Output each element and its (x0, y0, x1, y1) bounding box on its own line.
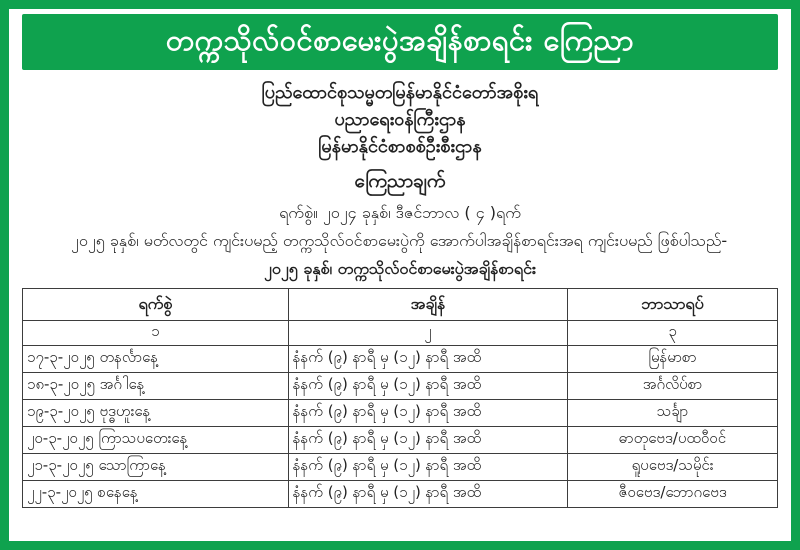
subject-cell: မြန်မာစာ (568, 346, 778, 373)
date-line: ရက်စွဲ။ ၂၀၂၄ ခုနှစ်၊ ဒီဇင်ဘာလ ( ၄ )ရက် (279, 203, 521, 222)
column-header-subject: ဘာသာရပ် (568, 289, 778, 321)
exam-table-body (23, 346, 778, 508)
exam-schedule-table (22, 288, 778, 508)
column-number-2: ၂ (288, 321, 567, 346)
date-cell: ၂၁-၃-၂၀၂၅ သောကြာနေ့ (23, 454, 289, 481)
table-row (23, 454, 778, 481)
table-header-row (23, 289, 778, 321)
time-cell: နံနက် (၉) နာရီ မှ (၁၂) နာရီ အထိ (288, 427, 567, 454)
table-row (23, 427, 778, 454)
table-row (23, 346, 778, 373)
column-number-3: ၃ (568, 321, 778, 346)
subject-cell: ဓာတုဗေဒ/ပထဝီဝင် (568, 427, 778, 454)
table-row (23, 400, 778, 427)
time-cell: နံနက် (၉) နာရီ မှ (၁၂) နာရီ အထိ (288, 346, 567, 373)
time-cell: နံနက် (၉) နာရီ မှ (၁၂) နာရီ အထိ (288, 373, 567, 400)
subject-cell: အင်္ဂလိပ်စာ (568, 373, 778, 400)
date-cell: ၂၀-၃-၂၀၂၅ ကြာသပတေးနေ့ (23, 427, 289, 454)
organization-block (9, 79, 791, 160)
announcement-heading: ကြေညာချက် (354, 170, 446, 192)
table-title: ၂၀၂၅ ခုနှစ်၊ တက္ကသိုလ်ဝင်စာမေးပွဲအချိန်စာရင်း (263, 259, 536, 278)
date-cell: ၁၈-၃-၂၀၂၅ အင်္ဂါနေ့ (23, 373, 289, 400)
time-cell: နံနက် (၉) နာရီ မှ (၁၂) နာရီ အထိ (288, 454, 567, 481)
date-cell: ၂၂-၃-၂၀၂၅ စနေနေ့ (23, 481, 289, 508)
column-header-date: ရက်စွဲ (23, 289, 289, 321)
subject-cell: ရူပဗေဒ/သမိုင်း (568, 454, 778, 481)
government-line: ပြည်ထောင်စုသမ္မတမြန်မာနိုင်ငံတော်အစိုးရ (261, 82, 539, 103)
date-cell: ၁၇-၃-၂၀၂၅ တနင်္လာနေ့ (23, 346, 289, 373)
column-header-time: အချိန် (288, 289, 567, 321)
department-line: မြန်မာနိုင်ငံစာစစ်ဦးစီးဌာန (318, 136, 482, 157)
header-banner (22, 14, 778, 70)
column-number-1: ၁ (23, 321, 289, 346)
subject-cell: ဇီဝဗေဒ/ဘောဂဗေဒ (568, 481, 778, 508)
time-cell: နံနက် (၉) နာရီ မှ (၁၂) နာရီ အထိ (288, 400, 567, 427)
banner-title: တက္ကသိုလ်ဝင်စာမေးပွဲအချိန်စာရင်း ကြေညာ (165, 22, 635, 57)
ministry-line: ပညာရေးဝန်ကြီးဌာန (334, 109, 466, 130)
intro-paragraph: ၂၀၂၅ ခုနှစ်၊ မတ်လတွင် ကျင်းပမည့် တက္ကသိုလ်ဝင်စာမေးပွဲကို အောက်ပါအချိန်စာရင်းအရ ကျင်းပမည် ဖြစ်ပါသည်- (71, 231, 728, 250)
time-cell: နံနက် (၉) နာရီ မှ (၁၂) နာရီ အထိ (288, 481, 567, 508)
subject-cell: သင်္ချာ (568, 400, 778, 427)
table-row (23, 373, 778, 400)
table-row (23, 481, 778, 508)
date-cell: ၁၉-၃-၂၀၂၅ ဗုဒ္ဓဟူးနေ့ (23, 400, 289, 427)
column-number-row (23, 321, 778, 346)
